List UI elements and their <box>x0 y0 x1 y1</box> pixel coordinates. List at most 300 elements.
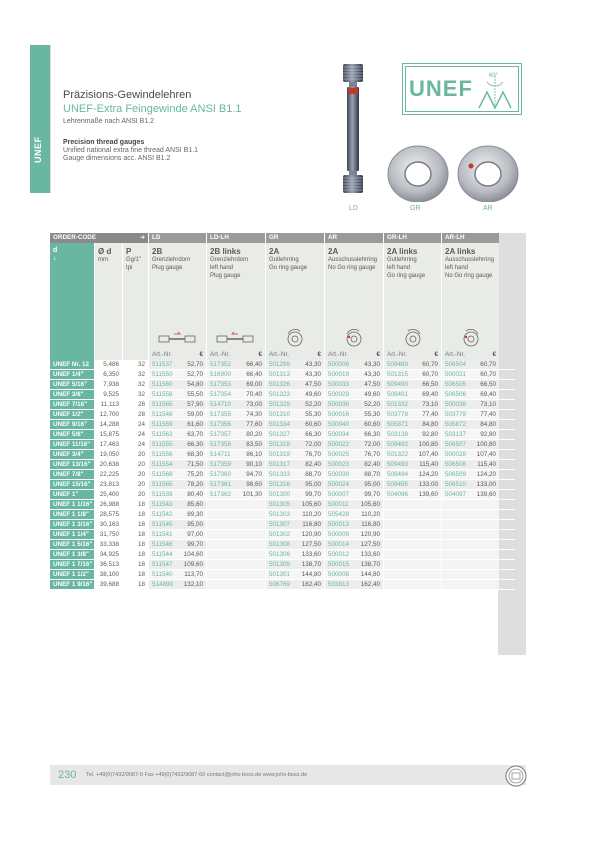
price: 66,30 <box>299 430 324 440</box>
price: 60,60 <box>358 420 383 430</box>
price: 77,40 <box>474 410 499 420</box>
price: 60,70 <box>474 360 499 370</box>
article-number: 511539 <box>149 490 182 500</box>
article-number: 505872 <box>442 420 474 430</box>
threads-per-inch: 32 <box>137 381 145 388</box>
thread-size: UNEF 1/2" <box>50 410 94 420</box>
article-number: 500016 <box>325 410 358 420</box>
threads-per-inch: 18 <box>137 551 145 558</box>
col-od-unit: mm <box>98 257 108 263</box>
thread-size: UNEF 3/4" <box>50 450 94 460</box>
table-row <box>50 570 515 580</box>
outer-diameter: 20,638 <box>99 461 119 468</box>
title-en: Precision thread gauges <box>63 139 145 146</box>
table-row <box>50 390 515 400</box>
type-ar-lh <box>442 243 499 328</box>
go-ring-lh-icon <box>384 328 441 350</box>
outer-diameter: 38,100 <box>99 571 119 578</box>
price: 73,00 <box>240 400 265 410</box>
article-number: 517360 <box>207 470 240 480</box>
price: 83,50 <box>240 440 265 450</box>
price: 109,60 <box>182 560 206 570</box>
art-nr-header: Art.-Nr. <box>207 350 240 360</box>
article-number: 511546 <box>149 540 182 550</box>
price: 116,80 <box>299 520 324 530</box>
data-rows <box>50 360 515 590</box>
article-number: 506506 <box>442 390 474 400</box>
price: 77,60 <box>240 420 265 430</box>
go-ring-icon <box>266 328 324 350</box>
price: 49,60 <box>358 390 383 400</box>
article-number: 506769 <box>266 580 299 590</box>
price: 99,70 <box>299 490 324 500</box>
price: 49,60 <box>299 390 324 400</box>
price: 94,70 <box>240 470 265 480</box>
article-number: 500013 <box>325 520 358 530</box>
type-tol: 2B <box>152 247 163 256</box>
article-number: 501309 <box>266 560 299 570</box>
article-number: 501318 <box>266 440 299 450</box>
article-number: 501333 <box>266 470 299 480</box>
article-number: 500006 <box>325 360 358 370</box>
article-number: 511560 <box>149 380 182 390</box>
price: 127,50 <box>358 540 383 550</box>
icon-row-lead <box>50 328 94 350</box>
article-number: 500039 <box>325 470 358 480</box>
table-row <box>50 450 515 460</box>
price: 63,70 <box>182 430 206 440</box>
thread-size: UNEF 1 9/16" <box>50 580 94 590</box>
price: 100,80 <box>416 440 441 450</box>
threads-per-inch: 20 <box>137 491 145 498</box>
price: 99,70 <box>182 540 206 550</box>
thread-size: UNEF 1 1/16" <box>50 500 94 510</box>
threads-per-inch: 20 <box>137 471 145 478</box>
article-number: 501299 <box>266 360 299 370</box>
page-subtitle: UNEF-Extra Feingewinde ANSI B1.1 <box>63 103 242 115</box>
article-number: 501326 <box>266 380 299 390</box>
price: 115,40 <box>474 460 499 470</box>
article-number: 500025 <box>325 450 358 460</box>
price: 52,70 <box>182 360 206 370</box>
article-number: 500008 <box>325 570 358 580</box>
unef-badge <box>402 63 522 115</box>
outer-diameter: 36,513 <box>99 561 119 568</box>
article-number: 511547 <box>149 560 182 570</box>
threads-per-inch: 28 <box>137 411 145 418</box>
price: 133,60 <box>358 550 383 560</box>
price: 74,30 <box>240 410 265 420</box>
gauge-table <box>50 233 515 590</box>
article-number: 511569 <box>149 420 182 430</box>
side-tab <box>30 45 50 193</box>
price: 92,80 <box>474 430 499 440</box>
type-l2: Go ring gauge <box>269 265 308 271</box>
col-p-sub2: tpi <box>126 265 133 271</box>
article-number: 500021 <box>442 370 474 380</box>
price: 116,80 <box>358 520 383 530</box>
type-l2: Plug gauge <box>152 265 183 271</box>
thread-size: UNEF 7/16" <box>50 400 94 410</box>
thread-size: UNEF 11/16" <box>50 440 94 450</box>
thread-size: UNEF 1/4" <box>50 370 94 380</box>
price: 43,30 <box>358 370 383 380</box>
threads-per-inch: 32 <box>137 371 145 378</box>
article-number: 509493 <box>384 460 416 470</box>
art-row-p <box>123 350 148 360</box>
price: 66,30 <box>182 440 206 450</box>
price: 73,10 <box>416 400 441 410</box>
type-tol: 2B links <box>210 247 241 256</box>
article-number: 506507 <box>442 440 474 450</box>
type-l1: Grenzlehrdorn <box>152 257 191 263</box>
price: 57,90 <box>182 400 206 410</box>
price: 78,20 <box>182 480 206 490</box>
article-number: 511537 <box>149 360 182 370</box>
article-number: 509491 <box>384 390 416 400</box>
article-number: 517355 <box>207 410 240 420</box>
price: 95,00 <box>299 480 324 490</box>
subtitle-en: Unified national extra fine thread ANSI B1.1 <box>63 147 199 154</box>
type-ar <box>325 243 383 328</box>
badge-angle: 60° <box>489 73 499 79</box>
article-number: 500024 <box>325 480 358 490</box>
article-number: 501307 <box>266 520 299 530</box>
gauge-icon-row <box>50 328 515 350</box>
article-number: 500038 <box>442 400 474 410</box>
price: 115,40 <box>416 460 441 470</box>
table-row <box>50 430 515 440</box>
table-row <box>50 560 515 570</box>
col-d-arrow: ↓ <box>53 255 57 262</box>
icon-row-p <box>123 328 148 350</box>
article-number: 511556 <box>149 450 182 460</box>
price: 66,40 <box>240 360 265 370</box>
table-row <box>50 440 515 450</box>
type-l2: left hand <box>210 265 234 271</box>
article-number: 501306 <box>266 550 299 560</box>
price: 47,50 <box>358 380 383 390</box>
threads-per-inch: 18 <box>137 581 145 588</box>
article-number: 503137 <box>442 430 474 440</box>
price: 73,10 <box>474 400 499 410</box>
type-l2: left hand <box>445 265 469 271</box>
type-l3: Go ring gauge <box>387 273 426 279</box>
price: 68,30 <box>182 450 206 460</box>
price: 80,20 <box>240 430 265 440</box>
threads-per-inch: 20 <box>137 451 145 458</box>
type-l2: No Go ring gauge <box>328 265 376 271</box>
article-number: 501316 <box>266 480 299 490</box>
eur-header: € <box>182 350 206 360</box>
article-number: 501303 <box>266 510 299 520</box>
article-number: 517354 <box>207 390 240 400</box>
article-number: 501310 <box>266 410 299 420</box>
code-ar-lh: AR-LH <box>442 233 499 243</box>
table-row <box>50 470 515 480</box>
article-number: 511540 <box>149 570 182 580</box>
art-row-lead <box>50 350 94 360</box>
outer-diameter: 17,463 <box>99 441 119 448</box>
price: 54,80 <box>182 380 206 390</box>
type-ld-lh <box>207 243 265 328</box>
article-number: 517359 <box>207 460 240 470</box>
thread-size: UNEF 1 5/16" <box>50 540 94 550</box>
outer-diameter: 34,925 <box>99 551 119 558</box>
article-number: 503778 <box>384 410 416 420</box>
plug-gauge-icon <box>149 328 206 350</box>
article-number: 511545 <box>149 520 182 530</box>
price: 55,50 <box>182 390 206 400</box>
article-number: 509492 <box>384 440 416 450</box>
price: 133,00 <box>474 480 499 490</box>
standard-en: Gauge dimensions acc. ANSI B1.2 <box>63 155 171 162</box>
side-tab-label: UNEF <box>33 136 43 163</box>
price: 124,20 <box>474 470 499 480</box>
badge-text: UNEF <box>409 76 473 101</box>
article-number: 505428 <box>325 510 358 520</box>
article-number: 501302 <box>266 530 299 540</box>
price: 77,40 <box>416 410 441 420</box>
article-number: 511542 <box>149 510 182 520</box>
page-number: 230 <box>58 769 77 781</box>
article-number: 500014 <box>325 540 358 550</box>
order-code-label <box>50 233 148 243</box>
price: 162,40 <box>299 580 324 590</box>
outer-diameter: 19,050 <box>99 451 119 458</box>
col-p-sub: Gg/1" <box>126 257 142 263</box>
article-number: 509490 <box>384 380 416 390</box>
price: 75,20 <box>182 470 206 480</box>
price: 144,80 <box>299 570 324 580</box>
article-number: 500022 <box>325 440 358 450</box>
article-number: 511565 <box>149 480 182 490</box>
article-number: 511554 <box>149 460 182 470</box>
article-number: 500034 <box>325 430 358 440</box>
price: 69,00 <box>240 380 265 390</box>
article-number: 500029 <box>325 390 358 400</box>
price: 71,50 <box>182 460 206 470</box>
threads-per-inch: 18 <box>137 561 145 568</box>
article-number: 501315 <box>384 370 416 380</box>
article-number: 504097 <box>442 490 474 500</box>
price: 69,40 <box>416 390 441 400</box>
price: 76,70 <box>299 450 324 460</box>
type-info-row <box>50 243 515 328</box>
table-row <box>50 370 515 380</box>
eur-header: € <box>299 350 324 360</box>
table-row <box>50 540 515 550</box>
outer-diameter: 30,163 <box>99 521 119 528</box>
art-nr-header: Art.-Nr. <box>149 350 182 360</box>
article-number: 501308 <box>266 540 299 550</box>
outer-diameter: 7,938 <box>103 381 119 388</box>
article-number: 516900 <box>207 370 240 380</box>
price: 66,50 <box>474 380 499 390</box>
article-number: 514710 <box>207 400 240 410</box>
threads-per-inch: 18 <box>137 501 145 508</box>
article-number: 517356 <box>207 420 240 430</box>
threads-per-inch: 32 <box>137 361 145 368</box>
article-number: 517362 <box>207 490 240 500</box>
article-number: 509495 <box>384 480 416 490</box>
type-l1: Gutlehrring <box>269 257 299 263</box>
article-number: 501323 <box>266 390 299 400</box>
type-l1: Ausschusslehrring <box>445 257 495 263</box>
col-d-header <box>50 243 94 328</box>
article-number: 500012 <box>325 550 358 560</box>
threads-per-inch: 18 <box>137 541 145 548</box>
article-number: 517357 <box>207 430 240 440</box>
price: 66,40 <box>240 370 265 380</box>
article-number: 500019 <box>325 370 358 380</box>
price: 107,40 <box>416 450 441 460</box>
article-number: 506505 <box>442 380 474 390</box>
thread-size: UNEF 1 7/16" <box>50 560 94 570</box>
table-row <box>50 580 515 590</box>
product-label-ar: AR <box>483 205 493 212</box>
nogo-ring-lh-icon <box>442 328 499 350</box>
table-row <box>50 360 515 370</box>
outer-diameter: 28,575 <box>99 511 119 518</box>
table-row <box>50 460 515 470</box>
thread-size: UNEF 1 3/8" <box>50 550 94 560</box>
side-rail <box>50 45 51 193</box>
article-number: 511562 <box>149 430 182 440</box>
price: 162,40 <box>358 580 383 590</box>
article-number: 503138 <box>384 430 416 440</box>
price: 85,60 <box>182 500 206 510</box>
article-number: 501322 <box>384 450 416 460</box>
article-number: 501300 <box>266 490 299 500</box>
thread-size: UNEF 9/16" <box>50 420 94 430</box>
col-od-text: Ø d <box>98 247 112 256</box>
thread-size: UNEF 15/16" <box>50 480 94 490</box>
thread-size: UNEF 1 1/2" <box>50 570 94 580</box>
article-number: 511541 <box>149 530 182 540</box>
row-separator <box>50 589 515 590</box>
company-logo <box>505 765 527 787</box>
contact-info: Tel. +49(0)7432/9087-0 Fax +49(0)7432/9087-60 contact@johs-boss.de www.johs-boss.de <box>86 772 308 778</box>
article-number: 514890 <box>149 580 182 590</box>
outer-diameter: 9,525 <box>103 391 119 398</box>
type-l3: Plug gauge <box>210 273 241 279</box>
outer-diameter: 6,350 <box>103 371 119 378</box>
price: 84,80 <box>416 420 441 430</box>
price: 104,60 <box>182 550 206 560</box>
price: 59,00 <box>182 410 206 420</box>
table-row <box>50 410 515 420</box>
price: 127,50 <box>299 540 324 550</box>
price: 107,40 <box>474 450 499 460</box>
page-footer <box>50 765 526 785</box>
outer-diameter: 39,688 <box>99 581 119 588</box>
price: 105,60 <box>299 500 324 510</box>
article-number: 517358 <box>207 440 240 450</box>
price: 95,00 <box>358 480 383 490</box>
threads-per-inch: 24 <box>137 431 145 438</box>
threads-per-inch: 24 <box>137 441 145 448</box>
price: 82,40 <box>299 460 324 470</box>
article-number: 501319 <box>266 450 299 460</box>
thread-size: UNEF 7/8" <box>50 470 94 480</box>
outer-diameter: 26,988 <box>99 501 119 508</box>
outer-diameter: 5,486 <box>103 361 119 368</box>
threads-per-inch: 18 <box>137 571 145 578</box>
type-gr <box>266 243 324 328</box>
outer-diameter: 33,338 <box>99 541 119 548</box>
order-code-row <box>50 233 515 243</box>
price: 90,10 <box>240 460 265 470</box>
article-number: 517352 <box>207 360 240 370</box>
price: 99,70 <box>358 490 383 500</box>
code-ar: AR <box>325 233 383 243</box>
price: 98,60 <box>240 480 265 490</box>
outer-diameter: 23,813 <box>99 481 119 488</box>
price: 133,00 <box>416 480 441 490</box>
table-row <box>50 530 515 540</box>
table-row <box>50 420 515 430</box>
article-number: 500015 <box>325 560 358 570</box>
article-number: 500028 <box>442 450 474 460</box>
price: 60,70 <box>416 360 441 370</box>
type-l1: Gutlehrring <box>387 257 417 263</box>
price: 60,70 <box>474 370 499 380</box>
price: 52,20 <box>358 400 383 410</box>
table-row <box>50 480 515 490</box>
thread-size: UNEF 1 1/4" <box>50 530 94 540</box>
price: 70,40 <box>240 390 265 400</box>
type-l2: left hand <box>387 265 411 271</box>
price: 55,30 <box>358 410 383 420</box>
article-number: 509489 <box>384 360 416 370</box>
table-row <box>50 500 515 510</box>
price: 72,00 <box>299 440 324 450</box>
price: 82,40 <box>358 460 383 470</box>
thread-profile-icon <box>477 68 519 112</box>
price: 47,50 <box>299 380 324 390</box>
price: 144,80 <box>358 570 383 580</box>
price: 105,60 <box>358 500 383 510</box>
plug-gauge-lh-icon <box>207 328 265 350</box>
article-number: 501329 <box>266 400 299 410</box>
price: 76,70 <box>358 450 383 460</box>
price: 69,40 <box>474 390 499 400</box>
price: 110,20 <box>358 510 383 520</box>
outer-diameter: 12,700 <box>99 411 119 418</box>
type-tol: 2A links <box>387 247 418 256</box>
article-number: 506509 <box>442 470 474 480</box>
art-header-row <box>50 350 515 360</box>
eur-header: € <box>474 350 499 360</box>
article-number: 506508 <box>442 460 474 470</box>
code-gr: GR <box>266 233 324 243</box>
article-number: 500011 <box>325 500 358 510</box>
type-l3: No Go ring gauge <box>445 273 493 279</box>
price: 86,10 <box>240 450 265 460</box>
article-number: 511543 <box>149 500 182 510</box>
price: 52,20 <box>299 400 324 410</box>
price: 133,60 <box>299 550 324 560</box>
threads-per-inch: 20 <box>137 481 145 488</box>
article-number: 505871 <box>384 420 416 430</box>
table-row <box>50 400 515 410</box>
standard-de: Lehrenmaße nach ANSI B1.2 <box>63 118 155 125</box>
thread-size: UNEF 1 3/16" <box>50 520 94 530</box>
article-number: 500033 <box>325 380 358 390</box>
price: 139,60 <box>416 490 441 500</box>
outer-diameter: 11,113 <box>100 401 119 408</box>
